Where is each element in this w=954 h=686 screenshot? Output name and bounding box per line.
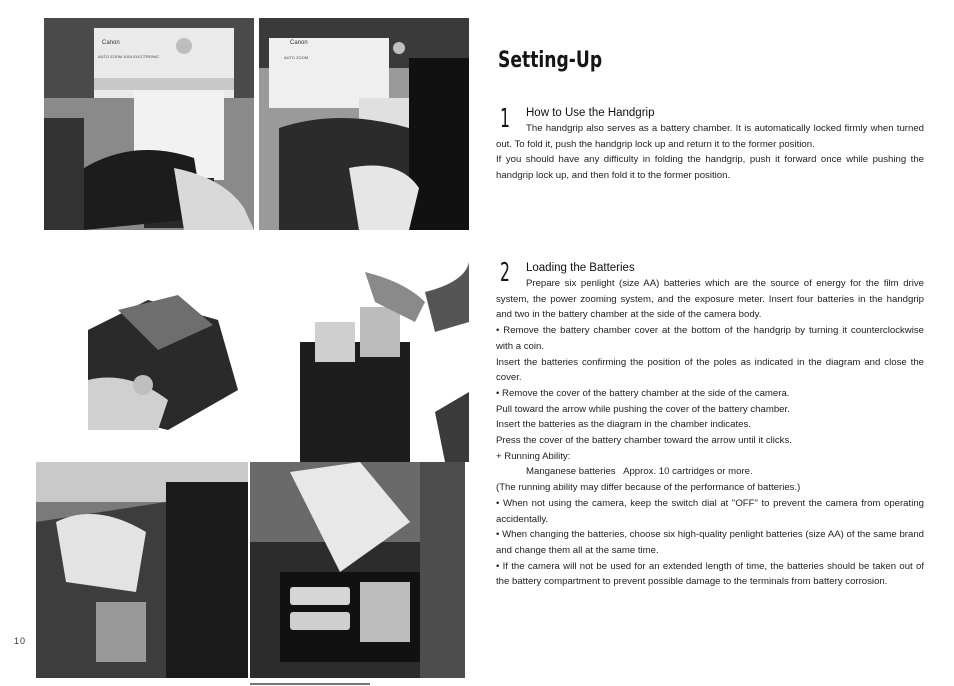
section-2-heading: Loading the Batteries (526, 262, 635, 274)
section-2-paragraph: • When not using the camera, keep the switch dial at "OFF" to prevent the camera from operating accidentally. (496, 497, 924, 525)
section-1-number: 1 (500, 104, 510, 134)
section-2-paragraph: • When changing the batteries, choose six high-quality penlight batteries (size AA) of the same brand and change them all at the same time. (496, 529, 924, 556)
handgrip-photo-1 (44, 18, 254, 230)
photo2-model-label: AUTO ZOOM (284, 55, 309, 60)
section-2-paragraph: Insert the batteries confirming the position of the poles as indicated in the diagram and close the cover. (496, 356, 924, 384)
section-2-paragraph: • If the camera will not be used for an extended length of time, the batteries should be taken out of the battery compartment to prevent possible damage to the terminals from battery corrosion. (496, 560, 924, 588)
battery-insertion-photo (275, 262, 469, 462)
section-2-paragraph: Manganese batteries Approx. 10 cartridges or more. (526, 466, 753, 478)
section-1-body (496, 121, 924, 184)
section-2-paragraph: • Remove the cover of the battery chamber at the side of the camera. (496, 387, 790, 399)
side-chamber-photo-1 (36, 462, 248, 678)
bottom-rule (250, 683, 370, 685)
page-title: Setting-Up (498, 48, 603, 73)
section-2-paragraph: + Running Ability: (496, 450, 571, 462)
section-1-paragraph: If you should have any difficulty in folding the handgrip, push it forward once while pushing the handgrip lock up, and then fold it to the former position. (496, 154, 924, 182)
section-2-paragraph: Press the cover of the battery chamber toward the arrow until it clicks. (496, 435, 792, 447)
section-2-number: 2 (500, 258, 510, 288)
handgrip-photo-2 (259, 18, 469, 230)
photo1-brand-label: Canon (102, 40, 120, 46)
section-2-paragraph: Prepare six penlight (size AA) batteries which are the source of energy for the film drive system, the power zooming system, and the exposure meter. Insert four batteries in the handgrip and two in the battery chamber at the side of the camera body. (496, 278, 924, 321)
photo2-brand-label: Canon (290, 40, 308, 46)
photo1-model-label: AUTO ZOOM 1014 ELECTRONIC (98, 54, 160, 59)
page-number: 10 (14, 636, 27, 646)
section-2-body (496, 276, 924, 590)
section-2-paragraph: (The running ability may differ because of the performance of batteries.) (496, 482, 801, 494)
section-2-paragraph: Insert the batteries as the diagram in the chamber indicates. (496, 419, 751, 431)
section-1-paragraph: The handgrip also serves as a battery chamber. It is automatically locked firmly when turned out. To fold it, push the handgrip lock up and return it to the former position. (496, 123, 924, 150)
section-2-paragraph: Pull toward the arrow while pushing the cover of the battery chamber. (496, 403, 790, 415)
battery-cover-photo (88, 270, 240, 430)
section-2-paragraph: • Remove the battery chamber cover at the bottom of the handgrip by turning it counterclockwise with a coin. (496, 325, 924, 352)
side-chamber-photo-2 (250, 462, 465, 678)
section-1-heading: How to Use the Handgrip (526, 107, 655, 119)
